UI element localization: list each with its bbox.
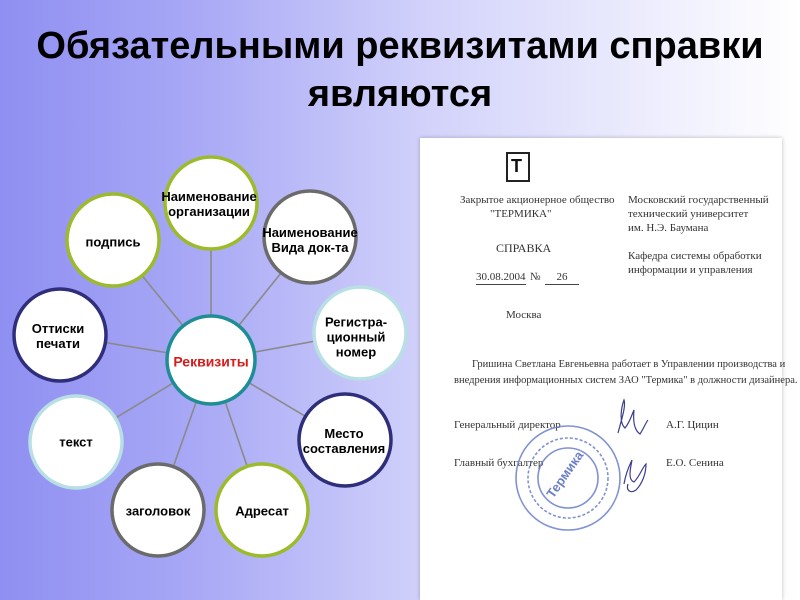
node-label-line: Оттиски [31,321,85,336]
node-label-line: печати [36,336,80,351]
node-reg-nomer-label [325,315,387,360]
doc-number-label: № [530,271,541,283]
node-adresat-label [235,504,289,519]
node-label-line: Место [324,426,364,441]
node-label-line: Наименование [262,225,358,240]
node-mesto-label [303,426,385,456]
accountant-signature [624,460,646,492]
node-ottiski-label [32,321,85,351]
slide-title: Обязательными реквизитами справки являются [36,25,764,115]
node-zagolovok-label [126,504,191,519]
node-label-line: Адресат [235,503,289,519]
doc-body-line-1: Гришина Светлана Евгеньевна работает в Управлении производства и [472,359,786,370]
doc-type: СПРАВКА [496,241,552,255]
doc-place: Москва [506,309,542,321]
doc-sign2-title: Главный бухгалтер [454,457,544,469]
node-naim-vida-label [262,225,357,255]
naim-vida-line [262,225,357,255]
reg-nomer-line [325,315,387,360]
doc-number: 26 [545,271,579,285]
stamp-text: Термика [543,448,587,501]
node-label-line: текст [59,434,93,450]
podpis-line [86,235,141,250]
node-label-line: составления [302,441,386,456]
doc-org-right-2: технический университет [628,208,749,220]
doc-sign2-name: Е.О. Сенина [666,457,724,469]
adresat-line [235,504,289,519]
zagolovok-line [126,504,191,519]
node-label-line: подпись [85,234,141,250]
mesto-line [303,426,385,456]
node-label-line: Наименование [161,189,257,204]
document-spravka [420,138,798,600]
node-label-line: номер [335,344,377,360]
tekst-line [59,435,93,450]
doc-org-right-5: информации и управления [628,264,753,276]
doc-org-left-1: Закрытое акционерное общество [460,194,615,206]
director-signature [618,400,648,434]
doc-org-right-4: Кафедра системы обработки [628,250,762,262]
node-label-line: организации [168,204,250,219]
node-label-line: Вида док-та [271,240,349,255]
ottiski-line [32,321,85,351]
node-center-label: Реквизиты [173,353,249,370]
node-label-line: заголовок [125,503,191,519]
naim-org-line [161,189,256,219]
doc-org-left-2: "ТЕРМИКА" [490,208,552,220]
node-label-line: ционный [326,329,386,345]
node-label-line: Регистра- [324,314,388,330]
doc-signatures-and-stamp [420,138,782,600]
doc-body-line-2: внедрения информационных систем ЗАО "Термика" в должности дизайнера. [454,375,798,386]
doc-org-right-3: им. Н.Э. Баумана [628,222,709,234]
node-podpis-label [86,235,141,250]
doc-org-right-1: Московский государственный [628,194,769,206]
node-naim-org-label [161,189,256,219]
doc-sign1-title: Генеральный директор [454,419,561,431]
doc-date: 30.08.2004 [476,271,526,283]
node-tekst-label [59,435,93,450]
doc-sign1-name: А.Г. Цицин [666,419,719,431]
